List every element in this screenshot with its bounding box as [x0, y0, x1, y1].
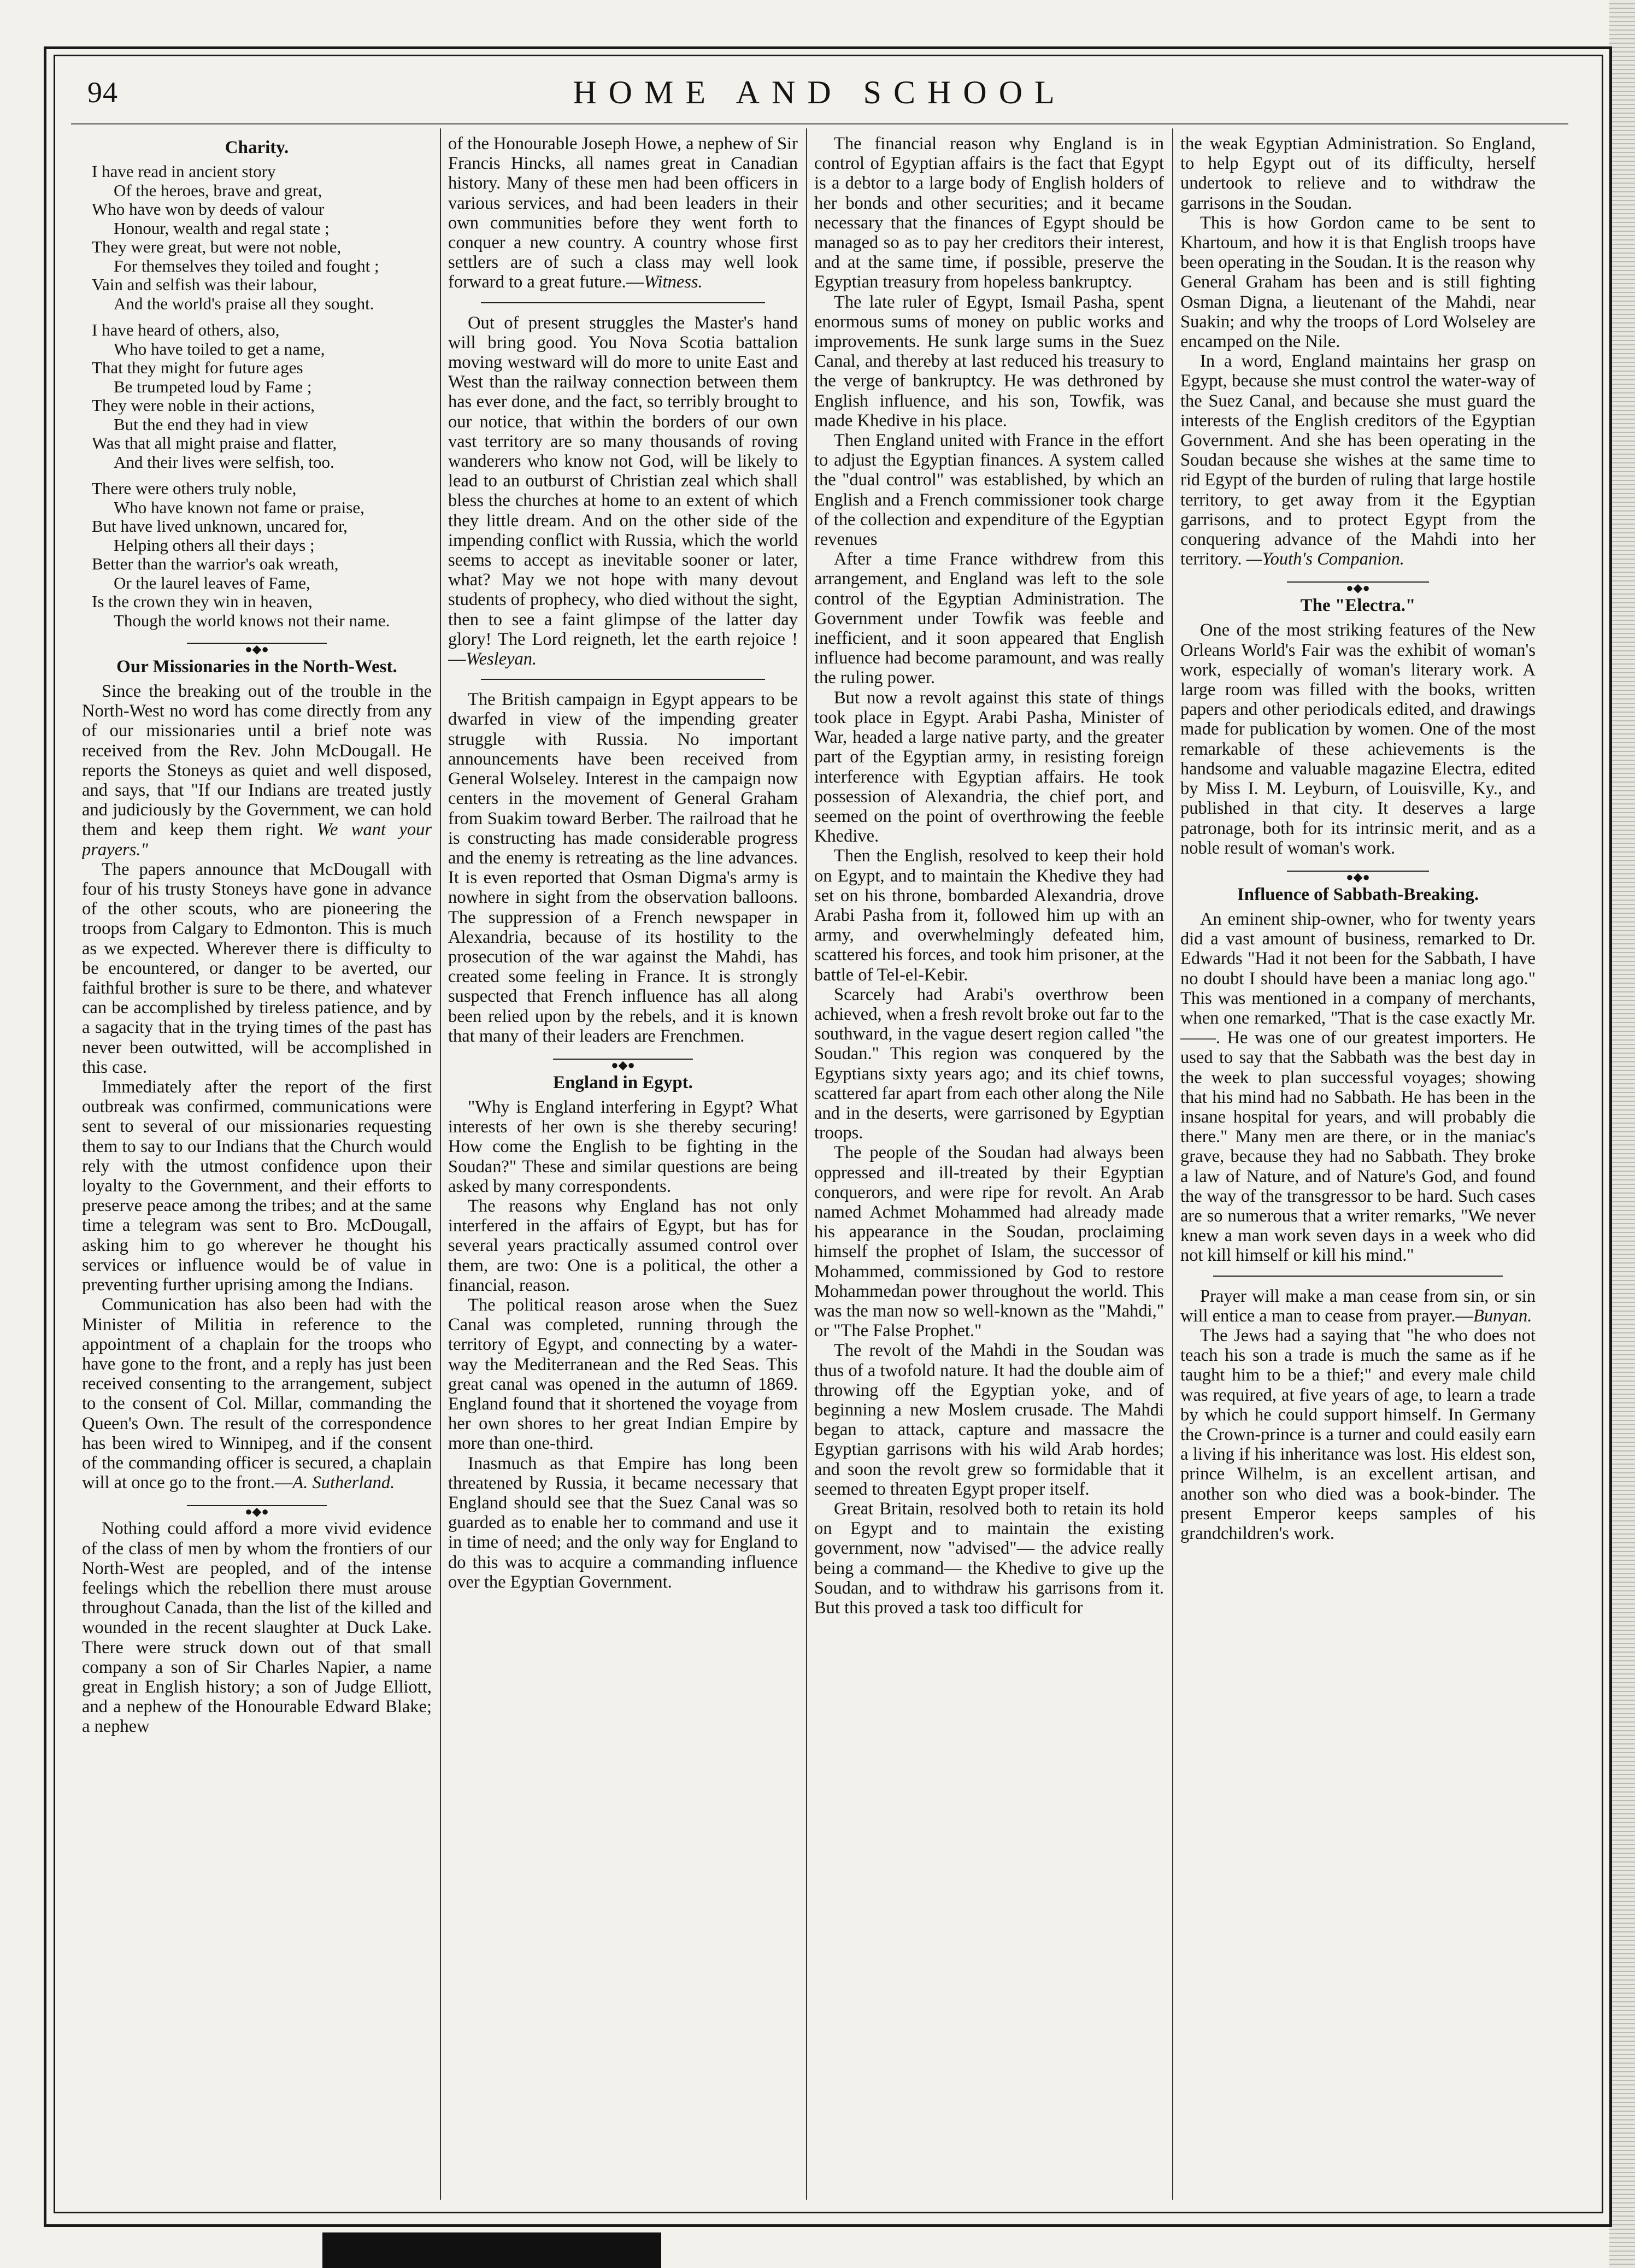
column-1 — [82, 134, 432, 2200]
paragraph: Scarcely had Arabi's overthrow been achieved, when a fresh revolt broke out far to the southward, in the vague desert region called "the Soudan." This region was conquered by the Egyptians sixty years ago; and its chief towns, scattered far apart from each other along the Nile and in the deserts, were garrisoned by Egyptian troops. — [814, 984, 1164, 1143]
page-header — [71, 71, 1568, 123]
paragraph — [1180, 351, 1536, 569]
paragraph: Great Britain, resolved both to retain its hold on Egypt and to maintain the existing government, now "advised"— the advice really being a command— the Khedive to give up the Soudan, and to withdraw his garrisons from it. But this proved a task too difficult for — [814, 1499, 1164, 1618]
signature: —Youth's Companion. — [1246, 549, 1404, 569]
paragraph: Then the English, resolved to keep their hold on Egypt, and to maintain the Khedive they had set on his throne, bombarded Alexandria, drove Arabi Pasha from it, followed him up with an army, and overwhelmingly defeated him, scattered his forces, and took him prisoner, at the battle of Tel-el-Kebir. — [814, 846, 1164, 985]
section-separator: ●◆● — [1180, 577, 1536, 587]
column-3 — [814, 134, 1164, 2200]
poem-stanza — [92, 162, 432, 313]
section-separator: ●◆● — [448, 1054, 798, 1065]
poem-line: Be trumpeted loud by Fame ; — [114, 377, 312, 396]
poem-line: Who have toiled to get a name, — [114, 339, 325, 359]
poem-line: For themselves they toiled and fought ; — [114, 256, 379, 275]
poem-line: There were others truly noble, — [92, 479, 297, 498]
paragraph-text: Prayer will make a man cease from sin, or sin will entice a man to cease from prayer.— — [1180, 1286, 1536, 1326]
paragraph-text: Out of present struggles the Master's hand will bring good. You Nova Scotia battalion moving westward will do more to unite East and West than the railway connection between them has ever done, and the fact, so terribly brought to our notice, that within the borders of our own vast territory are so many thousands of roving wanderers who know not God, will be likely to lead to an outburst of Christian zeal which shall bless the churches at home to an extent of which they little dream. And on the other side of the impending conflict with Russia, which the world seems to accept as inevitable sooner or later, what? May we not hope with many devout students of prophecy, who died without the sight, then to see a faint glimpse of the latter day glory! The Lord reigneth, let the earth rejoice !— — [448, 313, 798, 669]
article-title-sabbath: Influence of Sabbath-Breaking. — [1237, 884, 1479, 904]
poem-line: Who have won by deeds of valour — [92, 199, 325, 219]
poem-line: They were great, but were not noble, — [92, 237, 342, 256]
poem-line: They were noble in their actions, — [92, 396, 315, 415]
page-edge-binding — [1609, 0, 1635, 2268]
column-2 — [448, 134, 798, 2200]
article-title-electra: The "Electra." — [1300, 596, 1416, 616]
poem-line: Of the heroes, brave and great, — [114, 180, 322, 200]
paragraph — [82, 681, 432, 860]
paragraph: The British campaign in Egypt appears to be dwarfed in view of the impending greater struggle with Russia. No important announcements have been received from General Wolseley. Interest in the campaign now centers in the movement of General Graham from Suakim toward Berber. The railroad that he is constructing has made considerable progress and the enemy is retreating as the line advances. It is even reported that Osman Digma's army is nowhere in sight from the observation balloons. The suppression of a French newspaper in Alexandria, because of its hostility to the prosecution of the war against the Mahdi, has created some feeling in France. It is strongly suspected that French influence has all along been relied upon by the rebels, and it is known that many of their leaders are Frenchmen. — [448, 690, 798, 1046]
paragraph: The people of the Soudan had always been oppressed and ill-treated by their Egyptian conquerors, and were ripe for revolt. An Arab named Achmet Mohammed had already made his appearance in the Soudan, proclaiming himself the prophet of Islam, the successor of Mohammed, commissioned by God to restore Mohammedan power throughout the world. This was the man now so well-known as the "Mahdi," or "The False Prophet." — [814, 1143, 1164, 1341]
paragraph-text: In a word, England maintains her grasp on Egypt, because she must control the water-way of the Suez Canal, and because she must guard the interests of the English creditors of the Egyptian Government. And she has been operating in the Soudan because she wishes at the same time to rid Egypt of the burden of ruling that large hostile territory, to get away from it the Egyptian garrisons, and to protect Egypt from the conquering advance of the Mahdi into her territory. — [1180, 351, 1536, 569]
paragraph — [82, 1295, 432, 1493]
poem-charity — [92, 162, 432, 630]
article-title-missionaries: Our Missionaries in the North-West. — [116, 657, 397, 677]
poem-stanza — [92, 479, 432, 630]
poem-line: Or the laurel leaves of Fame, — [114, 573, 310, 592]
paragraph: An eminent ship-owner, who for twenty years did a vast amount of business, remarked to Dr. Edwards "Had it not been for the Sabbath, I have no doubt I should have been a maniac long ago." This was mentioned in a company of merchants, when one remarked, "That is the case exactly Mr. ——. He was one of our greatest importers. He used to say that the Sabbath was the best day in the week to plan successful voyages; showing that his mind had no Sabbath. He has been in the insane hospital for years, and will probably die there." Many men are there, or in the maniac's grave, because they had no Sabbath. They broke a law of Nature, and of Nature's God, and found the way of the transgressor to be hard. Such cases are so numerous that a writer remarks, "We never knew a man work seven days in a week who did not kill himself or kill his mind." — [1180, 909, 1536, 1266]
column-rule — [440, 128, 441, 2200]
paragraph: But now a revolt against this state of things took place in Egypt. Arabi Pasha, Minister of War, headed a large native party, and the greater part of the Egyptian army, in resisting foreign interference with Egyptian affairs. He took possession of Alexandria, the chief port, and seemed on the point of overthrowing the feeble Khedive. — [814, 688, 1164, 847]
column-4 — [1180, 134, 1536, 2200]
poem-line: Was that all might praise and flatter, — [92, 433, 337, 453]
signature: A. Sutherland. — [292, 1473, 395, 1493]
paragraph: Then England united with France in the effort to adjust the Egyptian finances. A system called the "dual control" was established, by which an English and a French commissioner took charge of the collection and expenditure of the Egyptian revenues — [814, 431, 1164, 550]
signature: Bunyan. — [1473, 1306, 1532, 1326]
poem-line: And the world's praise all they sought. — [114, 293, 374, 313]
column-rule — [806, 128, 807, 2200]
poem-line: Is the crown they win in heaven, — [92, 592, 313, 611]
paragraph: The late ruler of Egypt, Ismail Pasha, spent enormous sums of money on public works and improvements. He sunk large sums in the Suez Canal, and thereby at last reduced his treasury to the verge of bankruptcy. He was dethroned by English influence, and his son, Towfik, was made Khedive in his place. — [814, 292, 1164, 431]
paragraph: Immediately after the report of the first outbreak was confirmed, communications were sent to several of our missionaries requesting them to say to our Indians that the Church would rely with the utmost confidence upon their loyalty to the Government, and their efforts to preserve peace among the tribes; and at the same time a telegram was sent to Bro. McDougall, asking him to go wherever he thought his services or influence would be of value in preventing further uprising among the Indians. — [82, 1077, 432, 1295]
paragraph-text: of the Honourable Joseph Howe, a nephew of Sir Francis Hincks, all names great in Canadian history. Many of these men had been officers in various services, and had been leaders in their own communities before they went forth to conquer a new country. A country whose first settlers are of such a class may well look forward to a great future.— — [448, 134, 798, 292]
poem-line: That they might for future ages — [92, 358, 303, 377]
paragraph: the weak Egyptian Administration. So England, to help Egypt out of its difficulty, herself undertook to relieve and to withdraw the garrisons in the Soudan. — [1180, 134, 1536, 213]
journal-title: HOME AND SCHOOL — [573, 74, 1067, 110]
paragraph: The reasons why England has not only interfered in the affairs of Egypt, but has for several years practically assumed control over them, are two: One is a political, the other a financial, reason. — [448, 1196, 798, 1295]
paragraph: The papers announce that McDougall with four of his trusty Stoneys have gone in advance of the other scouts, who are pioneering the troops from Calgary to Edmonton. This is much as we expected. Wherever there is difficulty to be encountered, or danger to be averted, our faithful brother is sure to be there, and whatever can be accomplished by tireless patience, and by a sagacity that in the trying times of the past has never been outwitted, will be accomplished in this case. — [82, 859, 432, 1077]
poem-stanza — [92, 321, 432, 472]
poem-line: And their lives were selfish, too. — [114, 452, 334, 472]
poem-line: Though the world knows not their name. — [114, 610, 390, 630]
article-title-england-in-egypt: England in Egypt. — [553, 1072, 693, 1092]
paragraph: After a time France withdrew from this arrangement, and England was left to the sole control of the Egyptian Administration. The Government under Towfik was feeble and inefficient, and it soon appeared that English influence had become paramount, and was really the ruling power. — [814, 549, 1164, 688]
paragraph-text: Communication has also been had with the Minister of Militia in reference to the appointment of a chaplain for the troops who have gone to the front, and a reply has just been received consenting to the arrangement, subject to the consent of Col. Millar, commanding the Queen's Own. The result of the correspondence has been wired to Winnipeg, and if the consent of the commanding officer is secured, a chaplain will at once go to the front.— — [82, 1295, 432, 1493]
section-separator: ●◆● — [1180, 866, 1536, 877]
paragraph: Nothing could afford a more vivid evidence of the class of men by whom the frontiers of our North-West are peopled, and of the intense feelings which the rebellion there must arouse throughout Canada, than the list of the killed and wounded in the recent slaughter at Duck Lake. There were struck down out of that small company a son of Sir Charles Napier, a name great in English history; a son of Judge Elliott, and a nephew of the Honourable Edward Blake; a nephew — [82, 1519, 432, 1737]
poem-line: Honour, wealth and regal state ; — [114, 218, 330, 238]
paragraph-text: Since the breaking out of the trouble in the North-West no word has come directly from any of our missionaries until a brief note was received from the Rev. John McDougall. He reports the Stoneys as quiet and well disposed, and says, that "If our Indians are treated justly and judiciously by the Government, we can hold them and keep them right. — [82, 681, 432, 840]
paragraph: One of the most striking features of the New Orleans World's Fair was the exhibit of woman's work, especially of woman's literary work. A large room was filled with the books, written papers and other periodicals edited, and drawings made for publication by women. One of the most remarkable of these achievements is the handsome and valuable magazine Electra, edited by Miss I. M. Leyburn, of Louisville, Ky., and published in that city. It deserves a large patronage, both for its intrinsic merit, and as a noble result of woman's work. — [1180, 620, 1536, 858]
section-separator — [481, 679, 765, 680]
scan-artifact — [322, 2232, 661, 2268]
paragraph: Inasmuch as that Empire has long been threatened by Russia, it became necessary that England should see that the Suez Canal was so guarded as to enable her to command and use it in time of need; and the only way for England to do this was to acquire a commanding influence over the Egyptian Government. — [448, 1453, 798, 1592]
poem-line: Who have known not fame or praise, — [114, 497, 364, 517]
paragraph — [448, 313, 798, 669]
header-rule — [71, 123, 1568, 125]
column-rule — [1172, 128, 1173, 2200]
poem-line: But have lived unknown, uncared for, — [92, 516, 348, 536]
paragraph: The political reason arose when the Suez Canal was completed, running through the territory of Egypt, and connecting by a water-way the Mediterranean and the Red Seas. This great canal was opened in the autumn of 1869. England found that it shortened the voyage from her own shores to her great Indian Empire by more than one-third. — [448, 1295, 798, 1454]
poem-line: Vain and selfish was their labour, — [92, 275, 317, 294]
article-title-charity: Charity. — [225, 138, 289, 157]
emphasis-text: We want your prayers." — [82, 820, 432, 860]
paragraph: The Jews had a saying that "he who does not teach his son a trade is much the same as if he taught him to be a thief;" and every male child was required, at five years of age, to learn a trade by which he could support himself. In Germany the Crown-prince is a turner and could easily earn a living if his inheritance was lost. His eldest son, prince Wilhelm, is an excellent artisan, and another son who died was a book-binder. The present Emperor keeps samples of his grandchildren's work. — [1180, 1325, 1536, 1543]
paragraph: This is how Gordon came to be sent to Khartoum, and how it is that English troops have been operating in the Soudan. It is the reason why General Graham has been and is still fighting Osman Digna, a lieutenant of the Mahdi, near Suakin; and why the troops of Lord Wolseley are encamped on the Nile. — [1180, 213, 1536, 352]
page-number: 94 — [87, 76, 118, 109]
paragraph: "Why is England interfering in Egypt? What interests of her own is she thereby securing! How come the English to be fighting in the Soudan?" These and similar questions are being asked by many correspondents. — [448, 1097, 798, 1196]
signature: Witness. — [644, 272, 703, 292]
paragraph — [448, 134, 798, 292]
poem-line: Better than the warrior's oak wreath, — [92, 554, 339, 573]
poem-line: I have heard of others, also, — [92, 320, 280, 339]
paragraph: The revolt of the Mahdi in the Soudan was thus of a twofold nature. It had the double aim of throwing off the Egyptian yoke, and of beginning a new Moslem crusade. The Mahdi began to attack, capture and massacre the Egyptian garrisons with his wild Arab hordes; and soon the revolt grew so formidable that it seemed to threaten Egypt proper itself. — [814, 1341, 1164, 1499]
poem-line: I have read in ancient story — [92, 162, 276, 181]
paragraph — [1180, 1286, 1536, 1326]
section-separator — [1213, 1276, 1503, 1277]
poem-line: Helping others all their days ; — [114, 535, 315, 555]
paragraph: The financial reason why England is in control of Egyptian affairs is the fact that Egypt is a debtor to a large body of English holders of her bonds and other securities; and it became necessary that the finances of Egypt should be managed so as to pay her creditors their interest, and at the same time, if possible, preserve the Egyptian treasury from hopeless bankruptcy. — [814, 134, 1164, 292]
section-separator — [481, 302, 765, 303]
section-separator: ●◆● — [82, 638, 432, 649]
poem-line: But the end they had in view — [114, 414, 309, 434]
signature: Wesleyan. — [466, 649, 537, 669]
section-separator: ●◆● — [82, 1500, 432, 1511]
